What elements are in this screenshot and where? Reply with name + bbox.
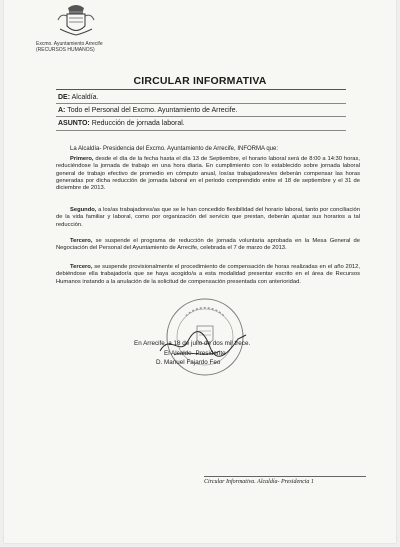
- paragraph-primero: [56, 156, 360, 192]
- document-title: CIRCULAR INFORMATIVA: [133, 75, 267, 87]
- paragraph-text: a los/as trabajadores/as que se le han concedido flexibilidad del horario laboral, tanto por conciliación de la vida familiar y laboral, como por organización del servicio que prestan, deberán ajustar sus horarios a tal reducción.: [56, 207, 360, 228]
- field-de: [58, 94, 98, 101]
- field-divider: [56, 130, 346, 131]
- org-department: (RECURSOS HUMANOS): [36, 47, 95, 53]
- paragraph-lead: Tercero,: [70, 238, 93, 244]
- page-footer: Circular Informativa. Alcaldía- Presidencia 1: [204, 479, 314, 485]
- org-name: Excmo. Ayuntamiento Arrecife: [36, 41, 103, 47]
- paragraph-lead: Tercero,: [70, 264, 93, 270]
- paragraph-tercero: [56, 238, 360, 253]
- intro-text: La Alcaldía- Presidencia del Excmo. Ayuntamiento de Arrecife, INFORMA que:: [70, 146, 278, 152]
- field-a-value: Todo el Personal del Excmo. Ayuntamiento de Arrecife.: [67, 107, 238, 114]
- signer-name: D. Manuel Fajardo Feo: [156, 359, 221, 366]
- field-asunto-value: Reducción de jornada laboral.: [91, 120, 185, 127]
- field-a: [58, 107, 238, 114]
- signer-title: El Alcalde- Presidente: [164, 350, 226, 357]
- paragraph-text: desde el día de la fecha hasta el día 13 de Septiembre, el horario laboral será de 8:00 a 14:30 horas, reduciéndose la jornada de trabajo en una hora diaria. En cumplimiento con lo establecido sobre jornada laboral general de trabajo efectivo de promedio en cómputo anual, los/as trabajadores/es deberán compensar las horas generadas por dicha reducción de jornada laboral en el periodo comprendido entre el 18 de septiembre y el 31 de diciembre de 2013.: [56, 156, 360, 192]
- field-divider: [56, 103, 346, 104]
- paragraph-text: se suspende provisionalmente el procedimiento de compensación de horas realizadas en el año 2012, debiéndose ella trabajador/a que se haya acogido/a a esta modalidad presentar escrito en el área de Recursos Humanos instando a la anulación de la solicitud de compensación presentada con anterioridad.: [56, 264, 360, 285]
- paragraph-tercero-bis: [56, 264, 360, 286]
- paragraph-lead: Primero,: [70, 156, 94, 162]
- title-divider: [56, 89, 346, 90]
- field-asunto-key: ASUNTO:: [58, 120, 90, 127]
- paragraph-lead: Segundo,: [70, 207, 97, 213]
- field-asunto: [58, 120, 185, 127]
- organization-header: [36, 41, 103, 53]
- coat-of-arms-icon: [56, 2, 96, 38]
- date-line: En Arrecife, a 18 de julio de dos mil trece.: [134, 340, 251, 347]
- field-a-key: A:: [58, 107, 66, 114]
- document-page: [4, 0, 396, 543]
- field-divider: [56, 116, 346, 117]
- field-de-value: Alcaldía.: [71, 94, 99, 101]
- footer-divider: [204, 476, 366, 477]
- paragraph-segundo: [56, 207, 360, 229]
- paragraph-text: se suspende el programa de reducción de jornada voluntaria aprobada en la Mesa General de Negociación del Personal del Ayuntamiento de Arrecife, celebrada el 7 de marzo de 2013.: [56, 238, 360, 252]
- field-de-key: DE:: [58, 94, 71, 101]
